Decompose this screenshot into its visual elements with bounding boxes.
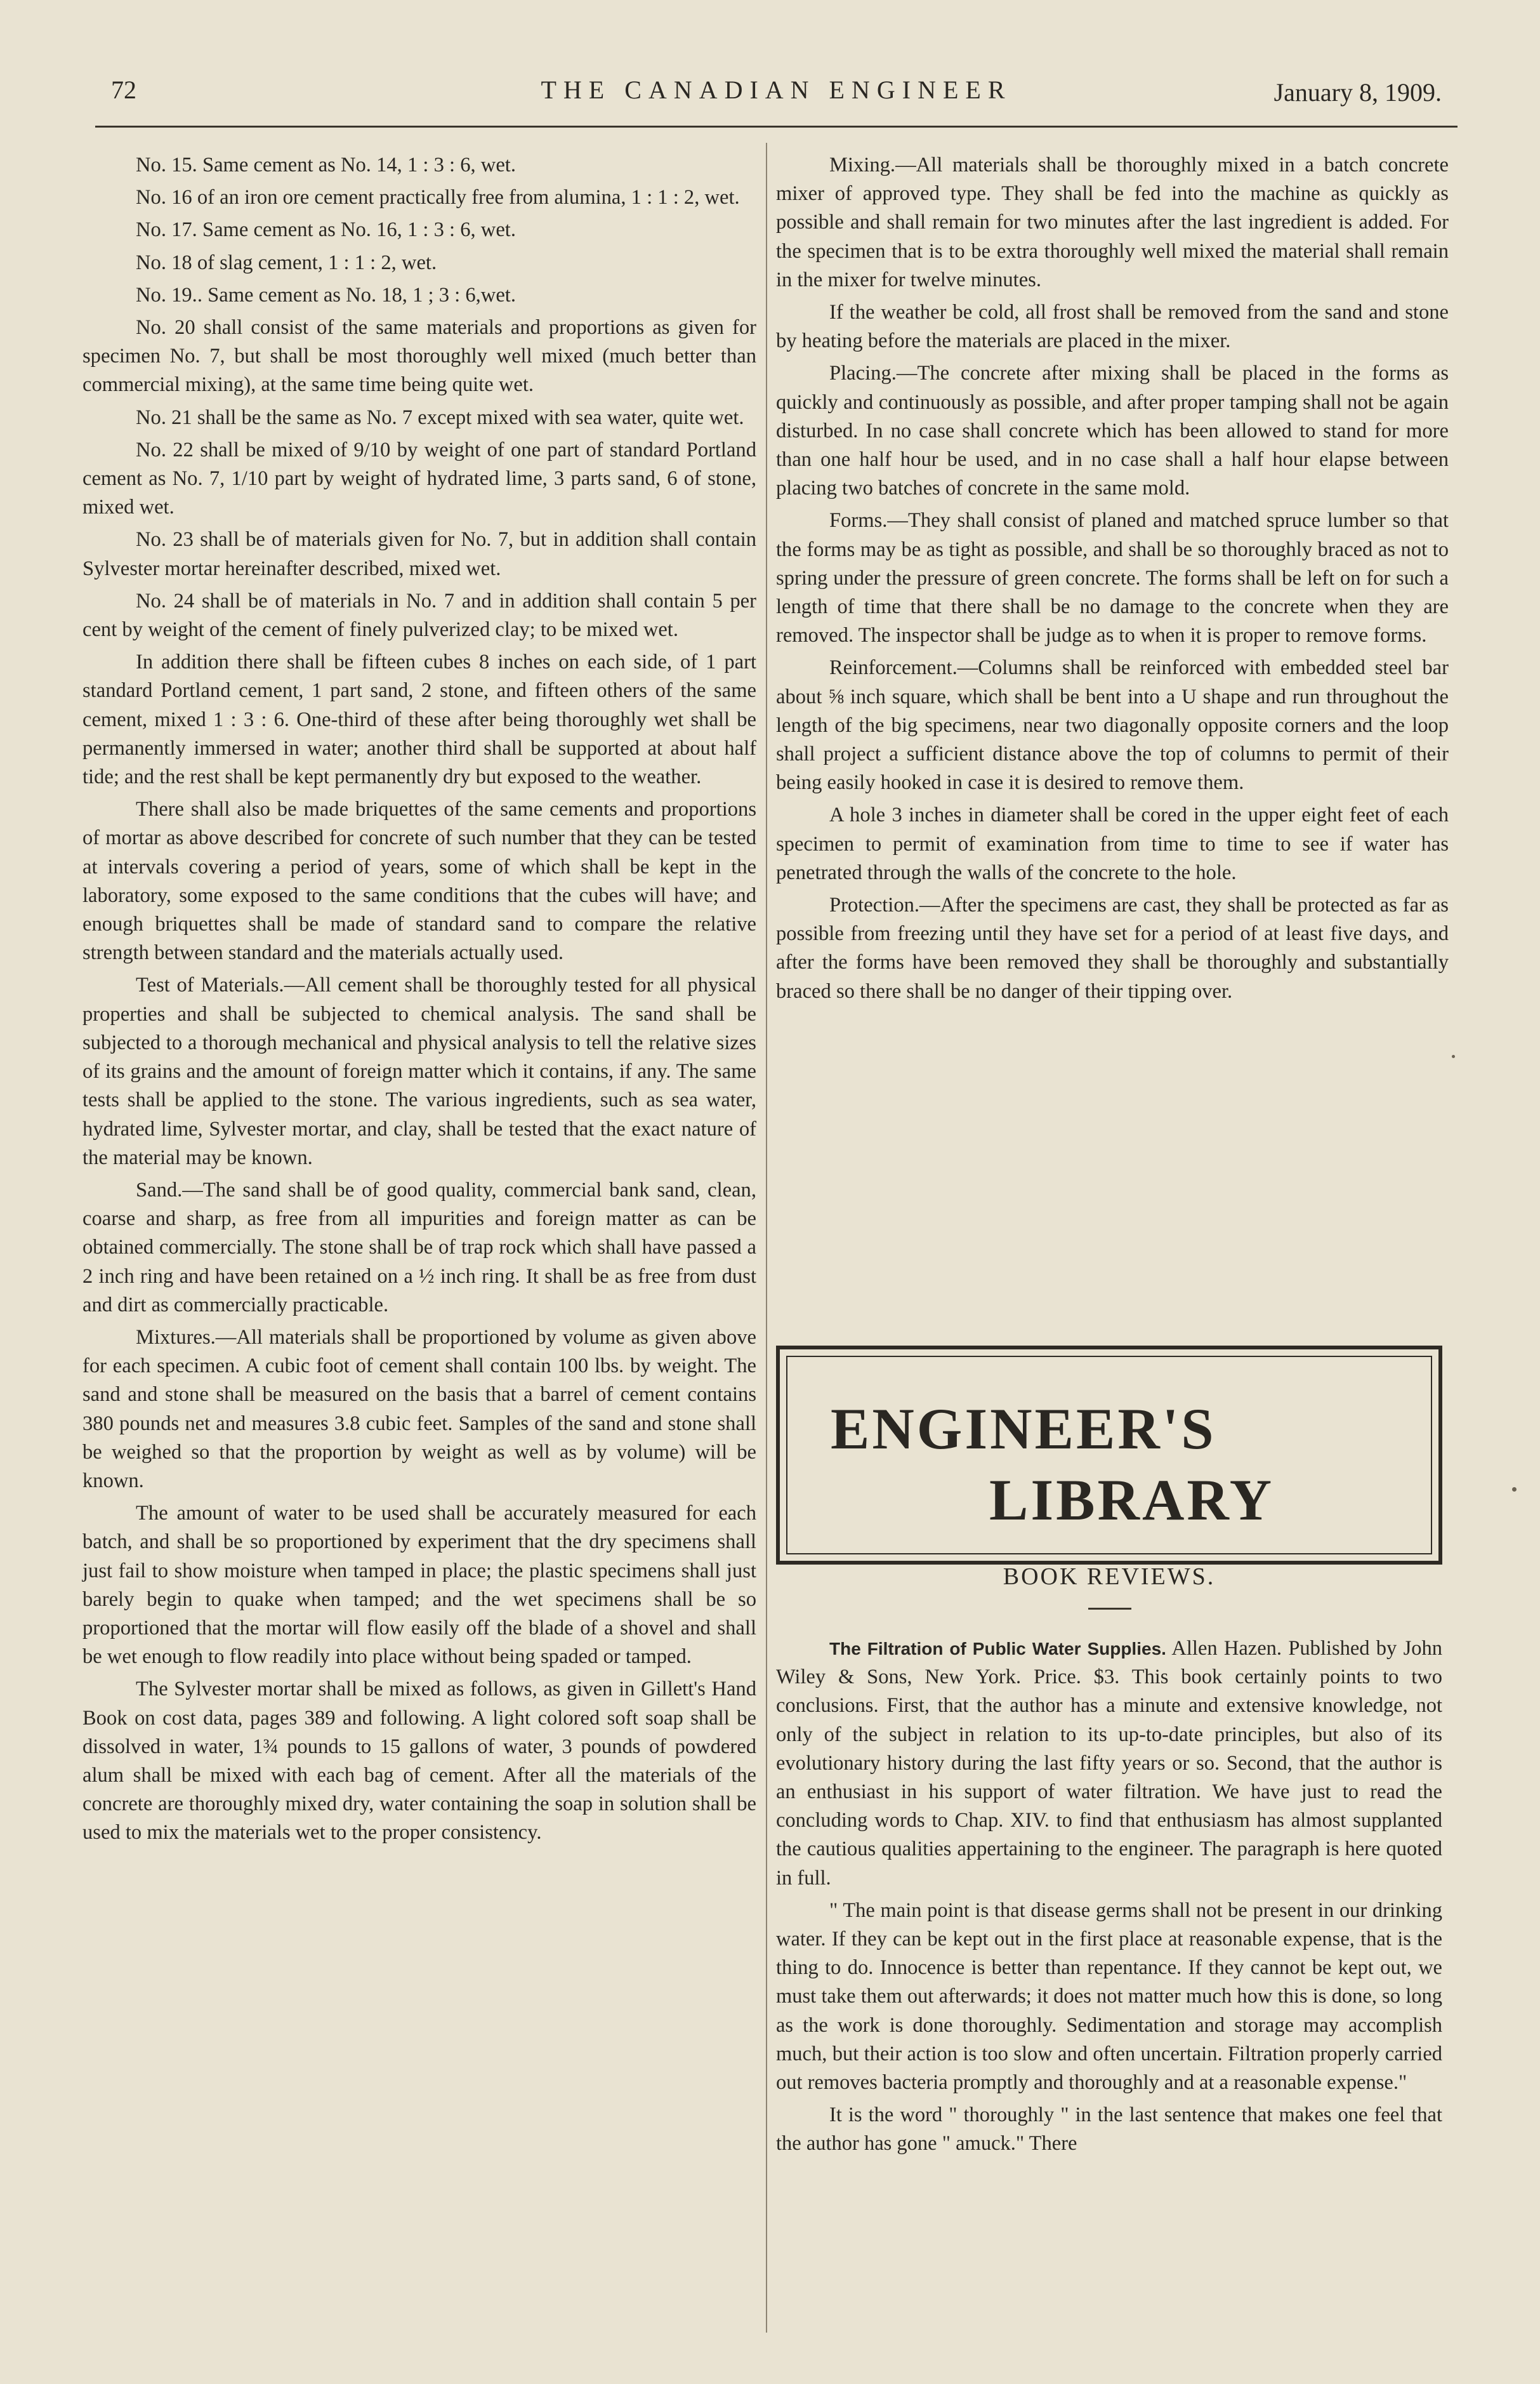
right-column: [776, 151, 1449, 1010]
paragraph: Sand.—The sand shall be of good quality, commercial bank sand, clean, coarse and sharp, as free from all impurities and foreign matter as can be obtained commercially. The stone shall be of trap rock which shall have passed a 2 inch ring and have been retained on a ½ inch ring. It shall be as free from dust and dirt as commercially practicable.: [82, 1178, 756, 1316]
paragraph: Mixing.—All materials shall be thoroughly mixed in a batch concrete mixer of approved type. They shall be fed into the machine as quickly as possible and shall remain for two minutes after the last ingredient is added. For the specimen that is to be extra thoroughly well mixed the material shall remain in the mixer for twelve minutes.: [776, 154, 1449, 291]
header-rule: [95, 126, 1458, 128]
paragraph: No. 24 shall be of materials in No. 7 and in addition shall contain 5 per cent by weight of the cement of finely pulverized clay; to be mixed wet.: [82, 589, 756, 642]
paragraph: No. 17. Same cement as No. 16, 1 : 3 : 6, wet.: [136, 218, 516, 242]
publication-title: THE CANADIAN ENGINEER: [541, 76, 1012, 104]
paragraph: Mixtures.—All materials shall be proportioned by volume as given above for each specimen. A cubic foot of cement shall contain 100 lbs. by weight. The sand and stone shall be measured on the basis that a barrel of cement contains 380 pounds net and measures 3.8 cubic feet. Samples of the sand and stone shall be weighed so that the proportion by weight as well as by volume) will be known.: [82, 1325, 756, 1492]
paragraph: The Sylvester mortar shall be mixed as follows, as given in Gillett's Hand Book on cost data, pages 389 and following. A light colored soft soap shall be dissolved in water, 1¾ pounds to 15 gallons of water, 3 pounds of powdered alum shall be mixed with each bag of cement. After all the materials of the concrete are thoroughly mixed dry, water containing the soap in solution shall be used to mix the materials wet to the proper consistency.: [82, 1678, 756, 1844]
paragraph: There shall also be made briquettes of the same cements and proportions of mortar as above described for concrete of such number that they can be tested at intervals covering a period of years, some of which shall be kept in the laboratory, some exposed to the same conditions that the cubes will have; and enough briquettes shall be made of standard sand to compare the relative strength between standard and the materials actually used.: [82, 798, 756, 965]
review-quote: " The main point is that disease germs shall not be present in our drinking water. If they can be kept out in the first place at reasonable expense, that is the thing to do. Innocence is better than repentance. If they cannot be kept out, we must take them out afterwards; it does not matter much how this is done, so long as the work is done thoroughly. Sedimentation and storage may accomplish much, but their action is too slow and often uncertain. Filtration properly carried out removes bacteria promptly and thoroughly and at a reasonable expense.": [776, 1898, 1442, 2095]
paragraph: No. 21 shall be the same as No. 7 except mixed with sea water, quite wet.: [136, 406, 744, 429]
issue-date: January 8, 1909.: [1273, 78, 1442, 107]
paragraph: No. 23 shall be of materials given for No. 7, but in addition shall contain Sylvester mortar hereinafter described, mixed wet.: [82, 528, 756, 580]
book-reviews-heading: BOOK REVIEWS.: [1003, 1563, 1216, 1590]
review-paragraph: [776, 1634, 1442, 1893]
paragraph: If the weather be cold, all frost shall be removed from the sand and stone by heating before the materials are placed in the mixer.: [776, 301, 1449, 353]
print-speck: [1512, 1487, 1517, 1492]
paragraph: No. 19.. Same cement as No. 18, 1 ; 3 : 6,wet.: [136, 283, 516, 307]
banner-inner-frame: [786, 1356, 1432, 1554]
banner-line-1: ENGINEER'S: [831, 1396, 1216, 1461]
review-closing: It is the word " thoroughly " in the last sentence that makes one feel that the author has gone " amuck." There: [776, 2103, 1442, 2156]
paragraph: Placing.—The concrete after mixing shall be placed in the forms as quickly and continuously as possible, and after proper tamping shall not be again disturbed. In no case shall concrete which has been allowed to stand for more than one half hour be used, and in no case shall a half hour elapse between placing two batches of concrete in the same mold.: [776, 362, 1449, 500]
paragraph: In addition there shall be fifteen cubes 8 inches on each side, of 1 part standard Portland cement, 1 part sand, 2 stone, and fifteen others of the same cement, mixed 1 : 3 : 6. One-third of these after being thoroughly wet shall be permanently immersed in water; another third shall be supported at about half tide; and the rest shall be kept permanently dry but exposed to the weather.: [82, 651, 756, 789]
book-title: The Filtration of Public Water Supplies.: [829, 1639, 1166, 1659]
heading-rule: [1088, 1608, 1131, 1610]
book-review: [776, 1634, 1442, 2162]
paragraph: Forms.—They shall consist of planed and matched spruce lumber so that the forms may be as tight as possible, and shall be so thoroughly braced as not to spring under the pressure of green concrete. The forms shall be left on for such a length of time that there shall be no damage to the concrete when they are removed. The inspector shall be judge as to when it is proper to remove forms.: [776, 509, 1449, 647]
paragraph: No. 22 shall be mixed of 9/10 by weight of one part of standard Portland cement as No. 7, 1/10 part by weight of hydrated lime, 3 parts sand, 6 of stone, mixed wet.: [82, 438, 756, 519]
paragraph: No. 20 shall consist of the same materials and proportions as given for specimen No. 7, but shall be most thoroughly well mixed (much better than commercial mixing), at the same time being quite wet.: [82, 316, 756, 397]
engineers-library-banner: [776, 1346, 1442, 1565]
paragraph: No. 18 of slag cement, 1 : 1 : 2, wet.: [136, 251, 437, 274]
page-number: 72: [111, 76, 136, 104]
paragraph: A hole 3 inches in diameter shall be cored in the upper eight feet of each specimen to permit of examination from time to time to see if water has penetrated through the walls of the concrete to the hole.: [776, 804, 1449, 884]
paragraph: Protection.—After the specimens are cast, they shall be protected as far as possible from freezing until they have set for a period of at least five days, and after the forms have been removed they shall be thoroughly and substantially braced so there shall be no danger of their tipping over.: [776, 894, 1449, 1003]
paragraph: No. 16 of an iron ore cement practically free from alumina, 1 : 1 : 2, wet.: [136, 186, 740, 209]
print-speck: [1452, 1055, 1455, 1058]
book-details: Allen Hazen. Published by John Wiley & Sons, New York. Price. $3. This book certainly points to two conclusions. First, that the author has a minute and extensive knowledge, not only of the subject in relation to its up-to-date principles, but also of its evolutionary history during the last fifty years or so. Second, that the author is an enthusiast in his support of water filtration. We have just to read the concluding words to Chap. XIV. to find that enthusiasm has almost supplanted the cautious qualities appertaining to the engineer. The paragraph is here quoted in full.: [776, 1637, 1442, 1890]
running-header: [111, 75, 1442, 132]
paragraph: The amount of water to be used shall be accurately measured for each batch, and shall be so proportioned by experiment that the dry specimens shall just fail to show moisture when tamped in place; the plastic specimens shall just barely begin to quake when tamped; and the wet specimens shall be so proportioned that the mortar will flow easily off the blade of a shovel and shall be wet enough to flow readily into place without being spaded or tamped.: [82, 1502, 756, 1669]
left-column: [82, 151, 756, 1851]
banner-line-2: LIBRARY: [989, 1467, 1275, 1532]
paragraph: No. 15. Same cement as No. 14, 1 : 3 : 6, wet.: [136, 154, 516, 176]
column-divider: [766, 143, 767, 2333]
paragraph: Reinforcement.—Columns shall be reinforced with embedded steel bar about ⅝ inch square, which shall be bent into a U shape and run throughout the length of the big specimens, near two diagonally opposite corners and the loop shall project a sufficient distance above the top of columns to permit of their being easily hooked in case it is desired to remove them.: [776, 656, 1449, 795]
paragraph: Test of Materials.—All cement shall be thoroughly tested for all physical properties and shall be subjected to chemical analysis. The sand shall be subjected to a thorough mechanical and physical analysis to tell the relative sizes of its grains and the amount of foreign matter which it contains, if any. The same tests shall be applied to the stone. The various ingredients, such as sea water, hydrated lime, Sylvester mortar, and clay, shall be tested that the exact nature of the material may be known.: [82, 974, 756, 1169]
